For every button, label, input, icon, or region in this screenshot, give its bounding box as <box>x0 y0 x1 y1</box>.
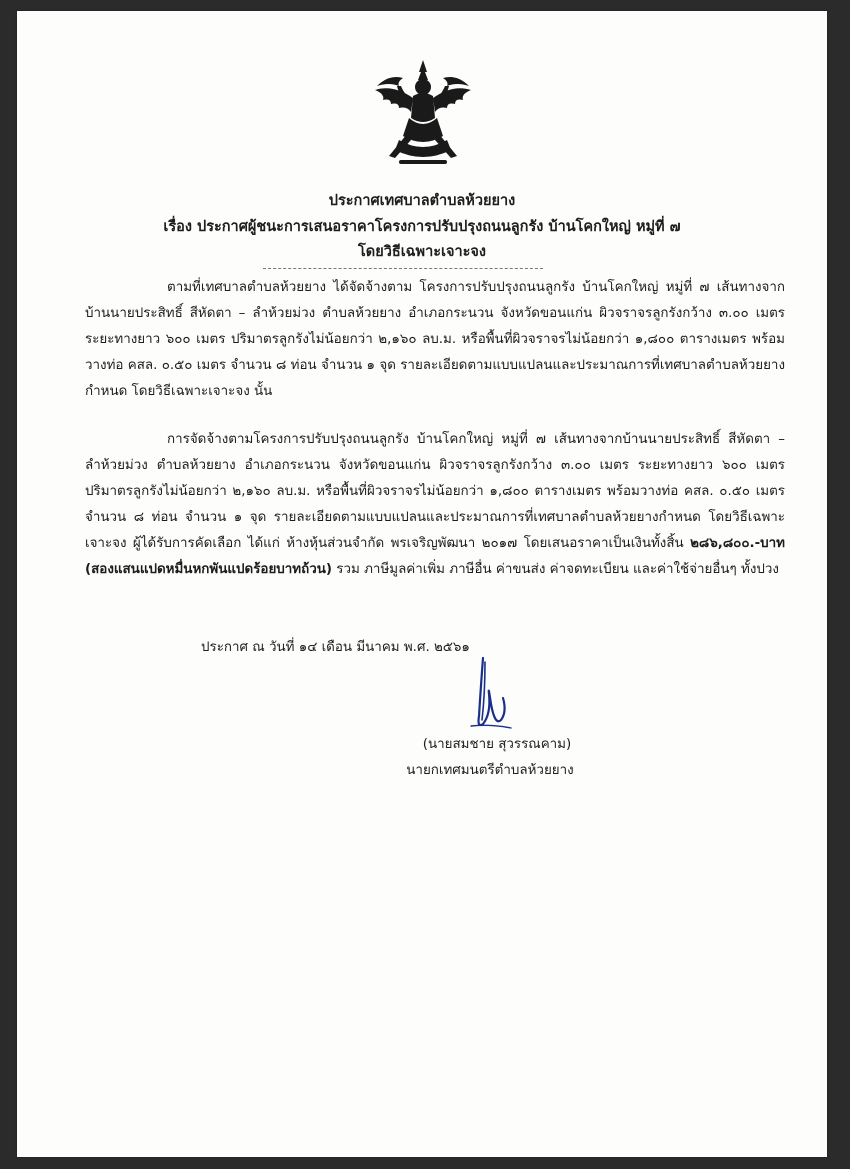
paragraph-award <box>85 427 785 583</box>
procurement-method: โดยวิธีเฉพาะเจาะจง <box>358 244 486 260</box>
garuda-emblem-icon <box>369 56 477 168</box>
signer-name: (นายสมชาย สุวรรณคาม) <box>422 737 572 752</box>
announcement-title: ประกาศเทศบาลตำบลห้วยยาง <box>328 193 516 209</box>
document-page <box>17 11 827 1157</box>
signer-position: นายกเทศมนตรีตำบลห้วยยาง <box>406 763 574 778</box>
award-text-tail: รวม ภาษีมูลค่าเพิ่ม ภาษีอื่น ค่าขนส่ง ค่าจดทะเบียน และค่าใช้จ่ายอื่นๆ ทั้งปวง <box>332 562 779 577</box>
award-amount: ๒๘๖,๘๐๐.-บาท (สองแสนแปดหมื่นหกพันแปดร้อยบาทถ้วน) <box>85 536 785 577</box>
award-text-lead: การจัดจ้างตามโครงการปรับปรุงถนนลูกรัง บ้านโคกใหญ่ หมู่ที่ ๗ เส้นทางจากบ้านนายประสิทธิ์ สีหัดตา – ลำห้วยม่วง ตำบลห้วยยาง อำเภอกระนวน จังหวัดขอนแก่น ผิวจราจรลูกรังกว้าง ๓.๐๐ เมตร ระยะทางยาว ๖๐๐ เมตร ปริมาตรลูกรังไม่น้อยกว่า ๒,๑๖๐ ลบ.ม. หรือพื้นที่ผิวจราจรไม่น้อยกว่า ๑,๘๐๐ ตารางเมตร พร้อมวางท่อ คสล. ๐.๕๐ เมตร จำนวน ๘ ท่อน จำนวน ๑ จุด รายละเอียดตามแบบแปลนและประมาณการที่เทศบาลตำบลห้วยยางกำหนด โดยวิธีเฉพาะเจาะจง ผู้ได้รับการคัดเลือก ได้แก่ ห้างหุ้นส่วนจำกัด พรเจริญพัฒนา ๒๐๑๗ โดยเสนอราคาเป็นเงินทั้งสิ้น <box>85 432 785 551</box>
separator-line <box>263 268 543 269</box>
signature-mark <box>461 654 517 732</box>
paragraph-background: ตามที่เทศบาลตำบลห้วยยาง ได้จัดจ้างตาม โครงการปรับปรุงถนนลูกรัง บ้านโคกใหญ่ หมู่ที่ ๗ เส้นทางจากบ้านนายประสิทธิ์ สีหัดตา – ลำห้วยม่วง ตำบลห้วยยาง อำเภอกระนวน จังหวัดขอนแก่น ผิวจราจรลูกรังกว้าง ๓.๐๐ เมตร ระยะทางยาว ๖๐๐ เมตร ปริมาตรลูกรังไม่น้อยกว่า ๒,๑๖๐ ลบ.ม. หรือพื้นที่ผิวจราจรไม่น้อยกว่า ๑,๘๐๐ ตารางเมตร พร้อมวางท่อ คสล. ๐.๕๐ เมตร จำนวน ๘ ท่อน จำนวน ๑ จุด รายละเอียดตามแบบแปลนและประมาณการที่เทศบาลตำบลห้วยยางกำหนด โดยวิธีเฉพาะเจาะจง นั้น <box>85 280 785 399</box>
announcement-subject: เรื่อง ประกาศผู้ชนะการเสนอราคาโครงการปรับปรุงถนนลูกรัง บ้านโคกใหญ่ หมู่ที่ ๗ <box>163 219 681 235</box>
announcement-date: ประกาศ ณ วันที่ ๑๔ เดือน มีนาคม พ.ศ. ๒๕๖๑ <box>201 640 470 655</box>
